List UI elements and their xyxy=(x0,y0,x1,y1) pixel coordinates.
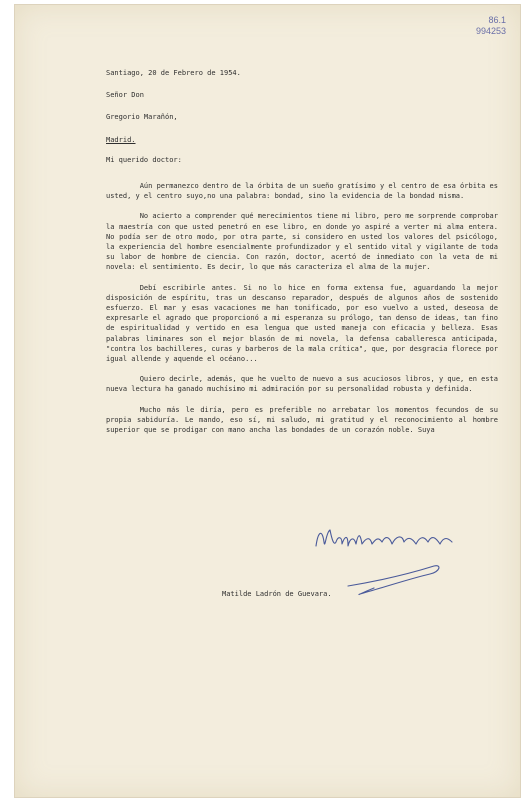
letter-body xyxy=(106,68,498,445)
recipient-title: Señor Don xyxy=(106,91,144,100)
recipient-address xyxy=(106,90,498,145)
letter-date: Santiago, 20 de Febrero de 1954. xyxy=(106,69,241,77)
recipient-name: Gregorio Marañón, xyxy=(106,113,178,122)
paragraph-3: Debí escribirle antes. Si no lo hice en forma extensa fue, aguardando la mejor disposición de espíritu, tras un descanso reparador, después de algunos años de sostenido esfuerzo. El mar y esas vacaciones me han tonificado, por eso vuelvo a usted, deseosa de expresarle el agrado que proporcionó a mi esperanza su prólogo, tan denso de ideas, tan fino de espiritualidad y vertido en esa lengua que usted maneja con eficacia y belleza. Esas palabras liminares son el mejor blasón de mi novela, la defensa caballeresca anticipada, "contra los bachilleres, curas y barberos de la mala crítica", que, por desgracia florece por igual allende y aquende el océano... xyxy=(106,283,498,364)
archive-code-bottom: 994253 xyxy=(475,26,506,36)
archive-code-top: 86.1 xyxy=(488,15,506,25)
paragraph-2: No acierto a comprender qué merecimientos tiene mi libro, pero me sorprende comprobar la maestría con que usted penetró en ese libro, en donde yo aspiré a verter mi alma entera. No podía ser de otro modo, por otra parte, si considero en usted los valores del psicólogo, la experiencia del hombre esencialmente profundizador y el sentido vital y vigilante de toda su labor de hombre de ciencia. Con razón, doctor, acertó de inmediato con la veta de mi novela: el sentimiento. Es decir, lo que más caracteriza el alma de la mujer. xyxy=(106,212,498,272)
paragraph-4: Quiero decirle, además, que he vuelto de nuevo a sus acuciosos libros, y que, en esta nueva lectura ha ganado muchísimo mi admiración por su personalidad robusta y definida. xyxy=(106,375,498,394)
archive-code xyxy=(476,15,506,37)
recipient-city: Madrid. xyxy=(106,135,136,144)
typed-signature: Matilde Ladrón de Guevara. xyxy=(222,590,332,598)
salutation: Mi querido doctor: xyxy=(106,155,182,164)
handwritten-signature xyxy=(312,522,482,602)
signature-mark xyxy=(312,522,482,602)
paragraph-5: Mucho más le diría, pero es preferible no arrebatar los momentos fecundos de su propia sabiduría. Le mando, eso sí, mi saludo, mi gratitud y el reconocimiento al hombre superior que se prodigar con mano ancha las bondades de un corazón noble. Suya xyxy=(106,405,498,435)
paragraph-1: Aún permanezco dentro de la órbita de un sueño gratísimo y el centro de esa órbita es usted, y el centro suyo,no una palabra: bondad, sino la evidencia de la bondad misma. xyxy=(106,182,498,201)
